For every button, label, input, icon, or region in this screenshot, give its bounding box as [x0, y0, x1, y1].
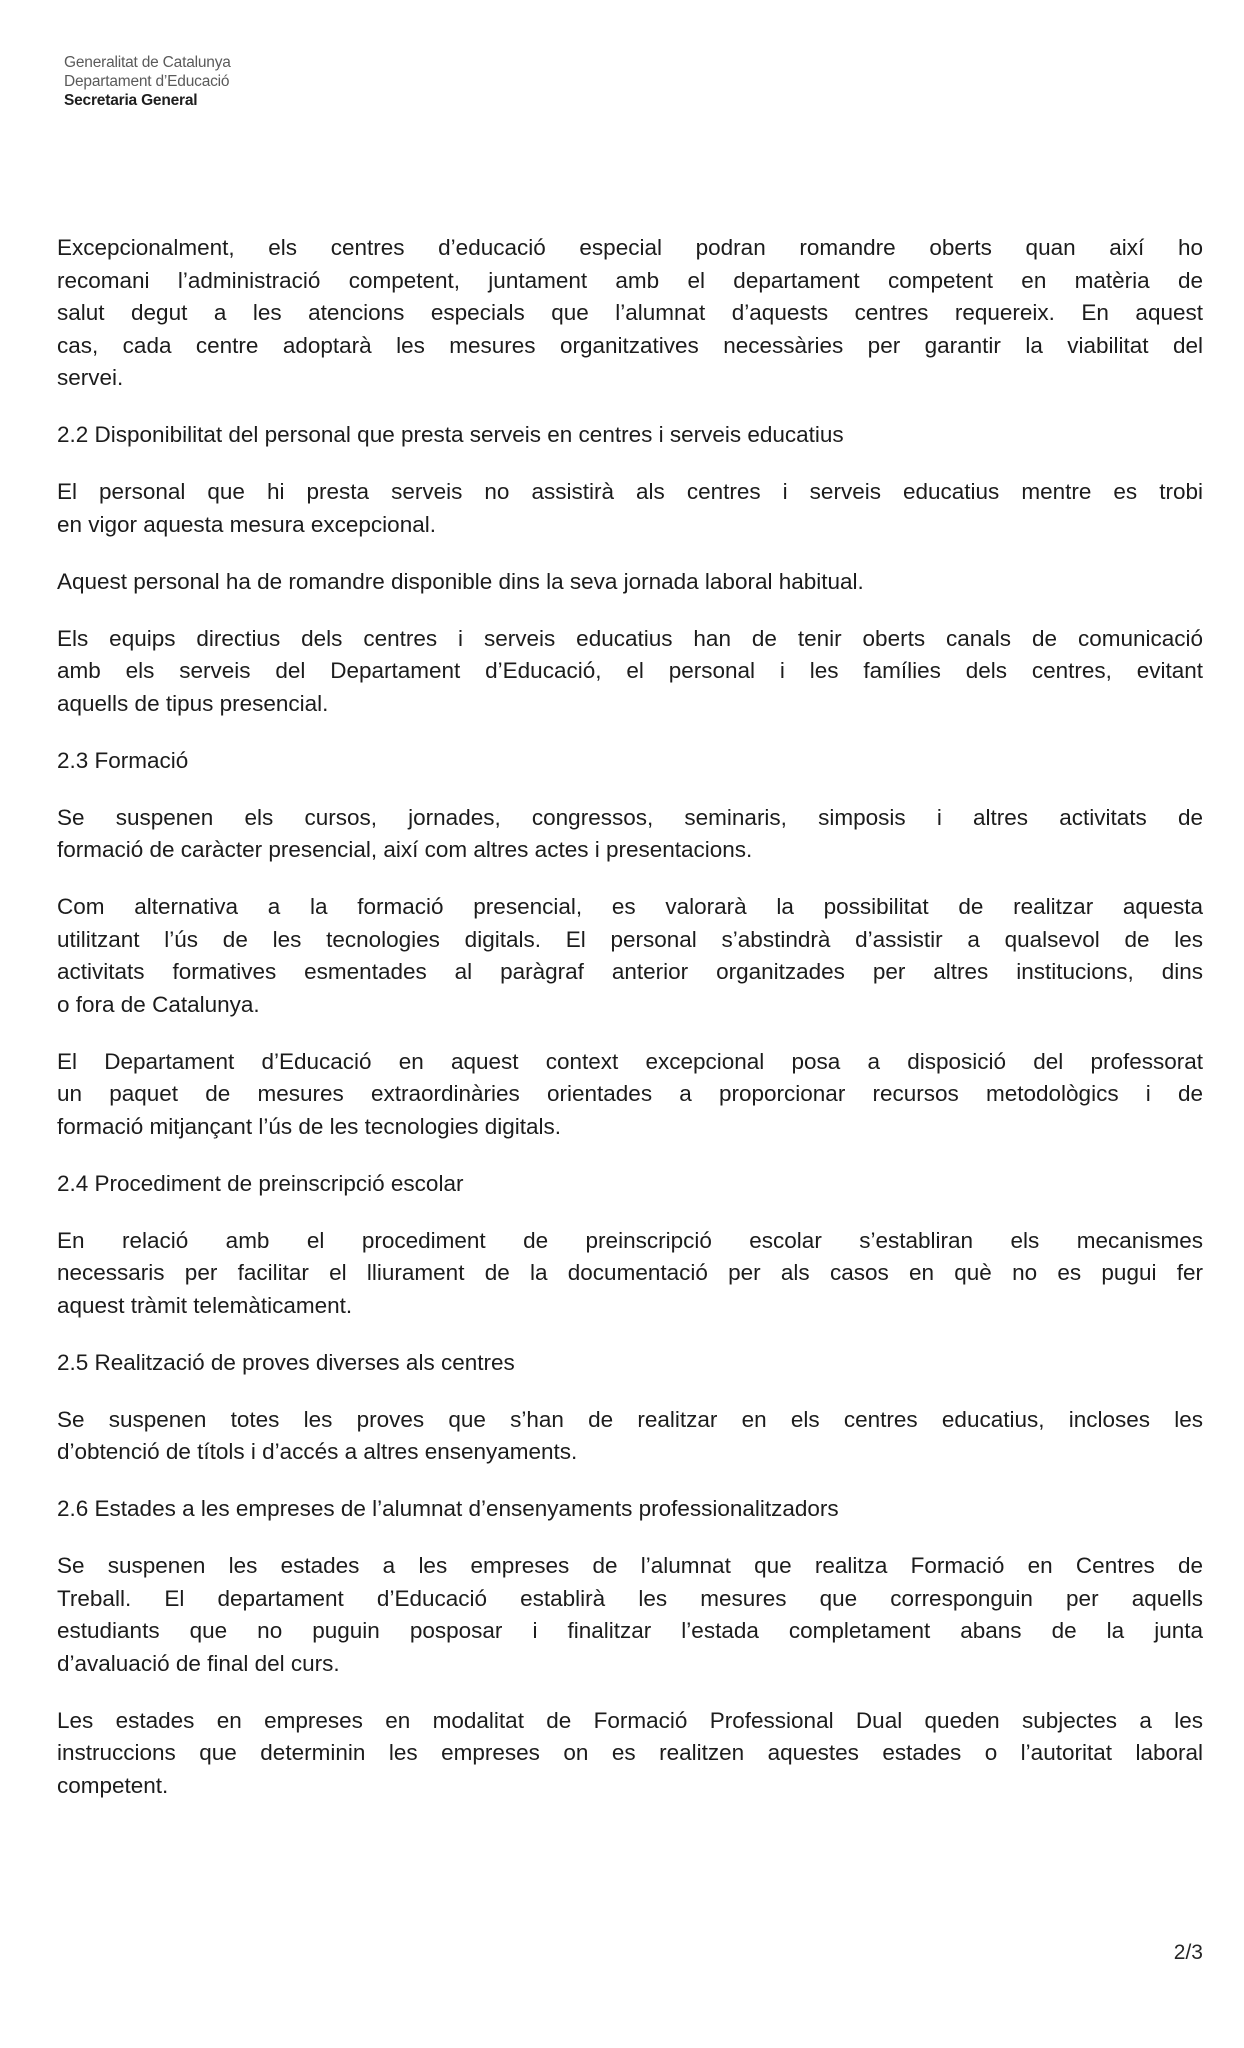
text-line: d’obtenció de títols i d’accés a altres ensenyaments.	[57, 1439, 578, 1464]
text-line: Com alternativa a la formació presencial, es valorarà la possibilitat de realitzar aquesta	[57, 894, 1203, 919]
letterhead-department: Departament d’Educació	[64, 73, 230, 90]
text-line: competent.	[57, 1772, 169, 1798]
text-line: Se suspenen els cursos, jornades, congressos, seminaris, simposis i altres activitats de	[57, 804, 1203, 830]
text-line: instruccions que determinin les empreses on es realitzen aquestes estades o l’autoritat laboral	[57, 1740, 1203, 1765]
paragraph-communication-channels	[57, 623, 1203, 721]
heading-text: 2.6 Estades a les empreses de l’alumnat d’ensenyaments professionalitzadors	[57, 1496, 839, 1521]
text-line: Se suspenen totes les proves que s’han de realitzar en els centres educatius, incloses les	[57, 1406, 1203, 1432]
section-heading-2-5	[57, 1347, 1203, 1380]
text-line: utilitzant l’ús de les tecnologies digitals. El personal s’abstindrà d’assistir a qualsevol de les	[57, 926, 1203, 952]
document-body	[57, 232, 1203, 1827]
paragraph-training-suspended	[57, 802, 1203, 867]
letterhead-government: Generalitat de Catalunya	[64, 54, 231, 71]
paragraph-staff-availability	[57, 566, 1203, 599]
text-line: un paquet de mesures extraordinàries orientades a proporcionar recursos metodològics i de	[57, 1081, 1203, 1106]
text-line: amb els serveis del Departament d’Educació, el personal i les famílies dels centres, evitant	[57, 658, 1203, 683]
text-line: estudiants que no puguin posposar i finalitzar l’estada completament abans de la junta	[57, 1618, 1203, 1643]
heading-text: 2.2 Disponibilitat del personal que presta serveis en centres i serveis educatius	[57, 422, 844, 447]
letterhead-office: Secretaria General	[64, 92, 198, 109]
text-line: d’avaluació de final del curs.	[57, 1650, 340, 1676]
paragraph-extraordinary-measures	[57, 1046, 1203, 1144]
text-line: Les estades en empreses en modalitat de Formació Professional Dual queden subjectes a les	[57, 1707, 1203, 1733]
section-heading-2-3	[57, 745, 1203, 778]
text-line: formació mitjançant l’ús de les tecnologies digitals.	[57, 1113, 561, 1139]
paragraph-dual-vocational-training	[57, 1705, 1203, 1803]
text-line: necessaris per facilitar el lliurament de la documentació per als casos en què no es pugui fer	[57, 1260, 1203, 1285]
text-line: activitats formatives esmentades al paràgraf anterior organitzades per altres institucions, dins	[57, 959, 1203, 984]
text-line: salut degut a les atencions especials que l’alumnat d’aquests centres requereix. En aquest	[57, 300, 1203, 325]
letterhead	[64, 53, 231, 110]
paragraph-training-alternative	[57, 891, 1203, 1021]
section-heading-2-6	[57, 1493, 1203, 1526]
text-line: servei.	[57, 365, 124, 390]
page-number: 2/3	[1173, 1941, 1203, 1964]
paragraph-staff-attendance	[57, 476, 1203, 541]
section-heading-2-2	[57, 419, 1203, 452]
text-line: en vigor aquesta mesura excepcional.	[57, 511, 436, 537]
text-line: Excepcionalment, els centres d’educació especial podran romandre oberts quan així ho	[57, 235, 1203, 260]
text-line: cas, cada centre adoptarà les mesures organitzatives necessàries per garantir la viabilitat del	[57, 332, 1203, 358]
text-line: aquest tràmit telemàticament.	[57, 1292, 353, 1318]
paragraph-special-education-centres	[57, 232, 1203, 395]
text-line: aquells de tipus presencial.	[57, 690, 329, 716]
section-heading-2-4	[57, 1168, 1203, 1201]
text-line: En relació amb el procediment de preinscripció escolar s’establiran els mecanismes	[57, 1227, 1203, 1253]
text-line: Se suspenen les estades a les empreses de l’alumnat que realitza Formació en Centres de	[57, 1553, 1203, 1578]
paragraph-preregistration	[57, 1225, 1203, 1323]
paragraph-tests-suspended	[57, 1404, 1203, 1469]
text-line: Els equips directius dels centres i serveis educatius han de tenir oberts canals de comunicació	[57, 625, 1203, 651]
text-line: recomani l’administració competent, juntament amb el departament competent en matèria de	[57, 267, 1203, 293]
text-line: Treball. El departament d’Educació establirà les mesures que corresponguin per aquells	[57, 1585, 1203, 1611]
text-line: formació de caràcter presencial, així com altres actes i presentacions.	[57, 837, 753, 862]
heading-text: 2.3 Formació	[57, 747, 189, 773]
heading-text: 2.4 Procediment de preinscripció escolar	[57, 1170, 464, 1196]
paragraph-internships-suspended	[57, 1550, 1203, 1680]
text-line: El Departament d’Educació en aquest context excepcional posa a disposició del professorat	[57, 1048, 1203, 1074]
heading-text: 2.5 Realització de proves diverses als centres	[57, 1349, 515, 1375]
text-line: Aquest personal ha de romandre disponible dins la seva jornada laboral habitual.	[57, 568, 864, 594]
text-line: El personal que hi presta serveis no assistirà als centres i serveis educatius mentre es trobi	[57, 479, 1203, 504]
text-line: o fora de Catalunya.	[57, 991, 260, 1017]
